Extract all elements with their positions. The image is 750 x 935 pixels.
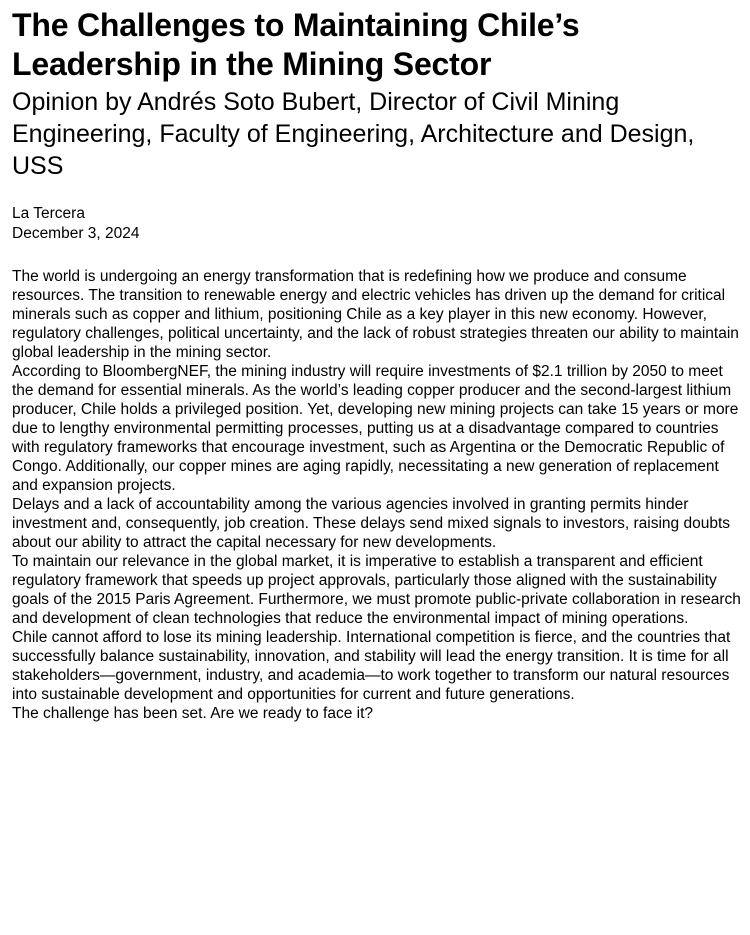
paragraph-2: According to BloombergNEF, the mining industry will require investments of $2.1 trillion by 2050 to meet the demand for essential minerals. As the world’s leading copper producer and the second-largest lithium producer, Chile holds a privileged position. Yet, developing new mining projects can take 15 years or more due to lengthy environmental permitting processes, putting us at a disadvantage compared to countries with regulatory frameworks that encourage investment, such as Argentina or the Democratic Republic of Congo. Additionally, our copper mines are aging rapidly, necessitating a new generation of replacement and expansion projects. [12,363,739,494]
paragraph-6: The challenge has been set. Are we ready to face it? [12,705,374,722]
article-title: The Challenges to Maintaining Chile’s Leadership in the Mining Sector [12,7,580,82]
article-byline: Opinion by Andrés Soto Bubert, Director of Civil Mining Engineering, Faculty of Engineering, Architecture and Design, USS [12,88,695,180]
paragraph-4: To maintain our relevance in the global market, it is imperative to establish a transparent and efficient regulatory framework that speeds up project approvals, particularly those aligned with the sustainability goals of the 2015 Paris Agreement. Furthermore, we must promote public-private collaboration in research and development of clean technologies that reduce the environmental impact of mining operations. [12,553,741,627]
paragraph-3: Delays and a lack of accountability among the various agencies involved in granting permits hinder investment and, consequently, job creation. These delays send mixed signals to investors, raising doubts about our ability to attract the capital necessary for new developments. [12,496,730,551]
article-meta [12,204,742,244]
article-body [12,267,742,723]
publication-date: December 3, 2024 [12,225,140,242]
paragraph-5: Chile cannot afford to lose its mining leadership. International competition is fierce, and the countries that successfully balance sustainability, innovation, and stability will lead the energy transition. It is time for all stakeholders—government, industry, and academia—to work together to transform our natural resources into sustainable development and opportunities for current and future generations. [12,629,731,703]
paragraph-1: The world is undergoing an energy transformation that is redefining how we produce and consume resources. The transition to renewable energy and electric vehicles has driven up the demand for critical minerals such as copper and lithium, positioning Chile as a key player in this new economy. However, regulatory challenges, political uncertainty, and the lack of robust strategies threaten our ability to maintain global leadership in the mining sector. [12,268,739,361]
publication-source: La Tercera [12,205,85,222]
